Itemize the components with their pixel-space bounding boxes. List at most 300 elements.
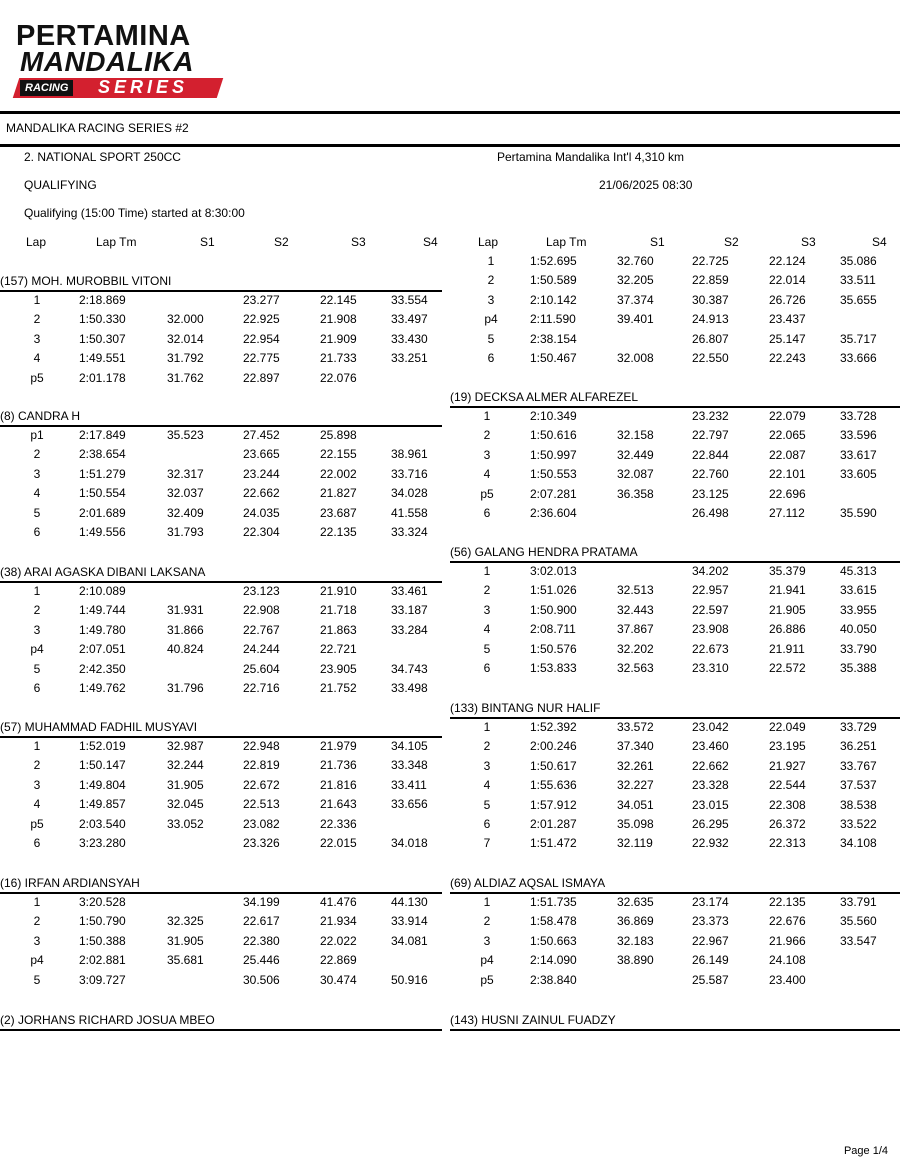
sector-2: 24.035 bbox=[243, 505, 280, 520]
lap-row bbox=[0, 506, 900, 525]
sector-1: 31.905 bbox=[167, 777, 204, 792]
lap-time: 1:49.762 bbox=[79, 681, 126, 695]
sector-2: 22.725 bbox=[692, 254, 729, 268]
sector-3: 21.927 bbox=[769, 758, 806, 773]
sector-2: 22.925 bbox=[243, 312, 280, 327]
sector-1: 31.762 bbox=[167, 370, 204, 385]
lap-row bbox=[0, 778, 900, 797]
sector-2: 25.604 bbox=[243, 661, 280, 676]
lap-time: 1:51.735 bbox=[530, 895, 577, 909]
rider-name: (38) ARAI AGASKA DIBANI LAKSANA bbox=[0, 565, 206, 579]
lap-number: 7 bbox=[483, 836, 491, 851]
sector-1: 32.635 bbox=[617, 895, 654, 909]
lap-row bbox=[0, 681, 900, 700]
sector-2: 34.199 bbox=[243, 895, 280, 909]
sector-4: 33.767 bbox=[840, 758, 877, 773]
sector-2: 26.498 bbox=[692, 506, 729, 520]
top-rule bbox=[0, 111, 900, 114]
sector-2: 26.295 bbox=[692, 817, 729, 831]
sector-2: 23.908 bbox=[692, 622, 729, 637]
sector-2: 22.954 bbox=[243, 331, 280, 346]
lap-number: 6 bbox=[483, 506, 491, 520]
sector-4: 33.596 bbox=[840, 428, 877, 443]
sector-2: 23.310 bbox=[692, 661, 729, 675]
lap-time: 1:50.900 bbox=[530, 602, 577, 617]
lap-time: 1:50.554 bbox=[79, 486, 126, 501]
lap-number: 4 bbox=[33, 797, 41, 812]
sector-4: 33.522 bbox=[840, 817, 877, 831]
sector-3: 22.079 bbox=[769, 409, 806, 423]
sector-3: 22.065 bbox=[769, 428, 806, 443]
sector-2: 22.716 bbox=[243, 681, 280, 695]
logo-line1: PERTAMINA bbox=[16, 20, 191, 52]
sector-2: 22.513 bbox=[243, 797, 280, 812]
lap-time: 2:10.142 bbox=[530, 292, 577, 307]
lap-time: 1:50.616 bbox=[530, 428, 577, 443]
lap-number: 2 bbox=[33, 914, 41, 929]
sector-4: 33.511 bbox=[840, 273, 876, 288]
sector-1: 32.119 bbox=[617, 836, 653, 851]
sector-4: 33.461 bbox=[391, 584, 428, 598]
sector-1: 36.869 bbox=[617, 914, 654, 929]
sector-3: 21.863 bbox=[320, 622, 357, 637]
sector-1: 32.325 bbox=[167, 914, 204, 929]
lap-number: 1 bbox=[33, 739, 41, 753]
sector-1: 37.340 bbox=[617, 739, 654, 754]
lap-number: p4 bbox=[30, 642, 44, 657]
sector-4: 33.615 bbox=[840, 583, 877, 598]
lap-number: 1 bbox=[483, 409, 491, 423]
lap-number: 4 bbox=[483, 622, 491, 637]
sector-2: 22.380 bbox=[243, 933, 280, 948]
sector-3: 22.049 bbox=[769, 720, 806, 734]
lap-time: 1:50.790 bbox=[79, 914, 126, 929]
rider-rule bbox=[450, 1029, 900, 1031]
lap-number: 2 bbox=[33, 758, 41, 773]
col-laptm-left: Lap Tm bbox=[96, 235, 137, 249]
sector-3: 22.313 bbox=[769, 836, 806, 851]
sector-2: 24.244 bbox=[243, 642, 280, 657]
sector-3: 22.243 bbox=[769, 351, 806, 365]
lap-number: p5 bbox=[30, 816, 44, 831]
sector-3: 22.014 bbox=[769, 273, 806, 288]
sector-4: 34.108 bbox=[840, 836, 877, 851]
sector-1: 31.931 bbox=[167, 603, 204, 618]
lap-number: 2 bbox=[483, 583, 491, 598]
lap-number: 2 bbox=[33, 312, 41, 327]
sector-2: 23.015 bbox=[692, 797, 729, 812]
sector-2: 23.082 bbox=[243, 816, 280, 831]
lap-number: 3 bbox=[33, 933, 41, 948]
sector-3: 22.015 bbox=[320, 836, 357, 850]
lap-time: 2:36.604 bbox=[530, 506, 577, 520]
sector-3: 21.910 bbox=[320, 584, 357, 598]
lap-number: 4 bbox=[33, 486, 41, 501]
sector-1: 32.987 bbox=[167, 739, 204, 753]
sector-2: 23.328 bbox=[692, 778, 729, 793]
page-number: Page 1/4 bbox=[843, 1145, 888, 1157]
sector-2: 22.550 bbox=[692, 351, 729, 365]
sector-4: 35.388 bbox=[840, 661, 877, 675]
rider-name: (143) HUSNI ZAINUL FUADZY bbox=[450, 1013, 616, 1027]
sector-2: 22.617 bbox=[243, 914, 280, 929]
sector-1: 33.052 bbox=[167, 816, 204, 831]
sector-3: 22.721 bbox=[320, 642, 357, 657]
sector-3: 21.934 bbox=[320, 914, 357, 929]
lap-row bbox=[0, 428, 900, 447]
sector-4: 38.538 bbox=[840, 797, 877, 812]
lap-time: 1:52.019 bbox=[79, 739, 126, 753]
sector-3: 21.979 bbox=[320, 739, 357, 753]
sector-1: 38.890 bbox=[617, 953, 654, 968]
lap-time: 1:57.912 bbox=[530, 797, 577, 812]
sector-2: 30.506 bbox=[243, 972, 280, 987]
sector-1: 35.523 bbox=[167, 428, 204, 442]
sector-1: 39.401 bbox=[617, 312, 654, 327]
sector-3: 23.195 bbox=[769, 739, 806, 754]
lap-row bbox=[0, 642, 900, 661]
sector-1: 32.513 bbox=[617, 583, 654, 598]
sector-4: 37.537 bbox=[840, 778, 877, 793]
sector-2: 23.460 bbox=[692, 739, 729, 754]
sector-3: 22.336 bbox=[320, 816, 357, 831]
logo-racing: RACING bbox=[20, 80, 73, 96]
lap-number: 5 bbox=[33, 661, 41, 676]
lap-time: 1:50.330 bbox=[79, 312, 126, 327]
sector-3: 21.816 bbox=[320, 777, 357, 792]
lap-number: 4 bbox=[33, 351, 41, 366]
sector-1: 32.244 bbox=[167, 758, 204, 773]
rider-name: (8) CANDRA H bbox=[0, 409, 81, 423]
sector-3: 23.400 bbox=[769, 972, 806, 987]
lap-row bbox=[0, 759, 900, 778]
lap-time: 2:01.178 bbox=[79, 370, 126, 385]
lap-time: 2:10.089 bbox=[79, 584, 126, 598]
lap-time: 1:51.279 bbox=[79, 466, 126, 481]
session-datetime: 21/06/2025 08:30 bbox=[599, 178, 693, 192]
lap-number: p1 bbox=[30, 428, 44, 442]
sector-1: 34.051 bbox=[617, 797, 654, 812]
lap-number: 5 bbox=[483, 797, 491, 812]
lap-number: 5 bbox=[483, 641, 491, 656]
lap-number: p5 bbox=[480, 486, 494, 501]
sector-2: 34.202 bbox=[692, 564, 729, 578]
lap-number: 3 bbox=[487, 292, 495, 307]
sector-3: 27.112 bbox=[769, 506, 805, 520]
sector-4: 33.791 bbox=[840, 895, 877, 909]
sector-1: 32.158 bbox=[617, 428, 654, 443]
sector-2: 24.913 bbox=[692, 312, 729, 327]
sector-4: 33.411 bbox=[391, 777, 427, 792]
lap-row bbox=[0, 836, 900, 855]
sector-3: 23.905 bbox=[320, 661, 357, 676]
sector-3: 30.474 bbox=[320, 972, 357, 987]
lap-time: 2:07.051 bbox=[79, 642, 126, 657]
sector-2: 22.967 bbox=[692, 933, 729, 948]
lap-number: p4 bbox=[30, 953, 44, 968]
lap-number: 1 bbox=[483, 720, 491, 734]
lap-row bbox=[0, 603, 900, 622]
sector-3: 25.147 bbox=[769, 331, 806, 346]
sector-4: 33.498 bbox=[391, 681, 428, 695]
lap-time: 1:50.576 bbox=[530, 641, 577, 656]
sector-3: 22.124 bbox=[769, 254, 806, 268]
sector-4: 35.655 bbox=[840, 292, 877, 307]
lap-number: 2 bbox=[487, 273, 495, 288]
sector-4: 33.728 bbox=[840, 409, 877, 423]
logo-line2: MANDALIKA bbox=[20, 46, 195, 77]
sector-3: 26.372 bbox=[769, 817, 806, 831]
lap-number: 2 bbox=[33, 447, 41, 462]
lap-number: 3 bbox=[33, 331, 41, 346]
sector-4: 33.497 bbox=[391, 312, 428, 327]
lap-row bbox=[0, 622, 900, 641]
event-rule bbox=[0, 144, 900, 147]
sector-4: 45.313 bbox=[840, 564, 877, 578]
sector-1: 37.867 bbox=[617, 622, 654, 637]
col-s4-left: S4 bbox=[423, 235, 438, 249]
lap-time: 2:38.840 bbox=[530, 972, 577, 987]
sector-3: 21.909 bbox=[320, 331, 357, 346]
sector-2: 22.908 bbox=[243, 603, 280, 618]
lap-time: 2:11.590 bbox=[530, 312, 576, 327]
lap-time: 2:08.711 bbox=[530, 622, 576, 637]
lap-time: 2:38.654 bbox=[79, 447, 126, 462]
lap-time: 1:49.556 bbox=[79, 525, 126, 539]
sector-2: 22.797 bbox=[692, 428, 729, 443]
lap-time: 2:01.287 bbox=[530, 817, 577, 831]
sector-2: 23.665 bbox=[243, 447, 280, 462]
sector-3: 23.687 bbox=[320, 505, 357, 520]
lap-number: 3 bbox=[483, 933, 491, 948]
sector-3: 22.135 bbox=[769, 895, 806, 909]
lap-number: 1 bbox=[483, 895, 491, 909]
sector-4: 33.348 bbox=[391, 758, 428, 773]
lap-number: 1 bbox=[487, 254, 495, 268]
lap-time: 1:50.147 bbox=[79, 758, 126, 773]
rider-rule bbox=[450, 892, 900, 894]
sector-2: 22.948 bbox=[243, 739, 280, 753]
sector-4: 33.656 bbox=[391, 797, 428, 812]
lap-number: 6 bbox=[33, 681, 41, 695]
sector-4: 50.916 bbox=[391, 972, 428, 987]
sector-4: 34.018 bbox=[391, 836, 428, 850]
rider-name: (157) MOH. MUROBBIL VITONI bbox=[0, 274, 172, 288]
sector-4: 33.547 bbox=[840, 933, 877, 948]
sector-1: 32.014 bbox=[167, 331, 204, 346]
lap-number: 4 bbox=[483, 467, 491, 482]
lap-number: p5 bbox=[480, 972, 494, 987]
sector-4: 34.105 bbox=[391, 739, 428, 753]
sector-3: 21.827 bbox=[320, 486, 357, 501]
sector-1: 32.045 bbox=[167, 797, 204, 812]
lap-number: 1 bbox=[33, 293, 41, 307]
sector-4: 33.716 bbox=[391, 466, 428, 481]
lap-number: 3 bbox=[33, 777, 41, 792]
lap-number: 2 bbox=[483, 914, 491, 929]
sector-3: 21.905 bbox=[769, 602, 806, 617]
rider-rule bbox=[450, 561, 900, 563]
track-name: Pertamina Mandalika Int'l 4,310 km bbox=[497, 150, 685, 164]
sector-2: 30.387 bbox=[692, 292, 729, 307]
class-name: 2. NATIONAL SPORT 250CC bbox=[24, 150, 181, 164]
lap-time: 1:53.833 bbox=[530, 661, 577, 675]
lap-time: 1:49.744 bbox=[79, 603, 126, 618]
lap-time: 2:17.849 bbox=[79, 428, 126, 442]
lap-time: 1:50.617 bbox=[530, 758, 577, 773]
sector-1: 32.037 bbox=[167, 486, 204, 501]
lap-number: p4 bbox=[480, 953, 494, 968]
sector-3: 22.135 bbox=[320, 525, 357, 539]
lap-time: 1:49.857 bbox=[79, 797, 126, 812]
sector-3: 21.911 bbox=[769, 641, 805, 656]
lap-row bbox=[0, 273, 900, 292]
lap-number: 6 bbox=[483, 661, 491, 675]
lap-number: 3 bbox=[483, 758, 491, 773]
lap-number: 3 bbox=[483, 602, 491, 617]
rider-name: (69) ALDIAZ AQSAL ISMAYA bbox=[450, 876, 606, 890]
lap-number: 1 bbox=[33, 895, 41, 909]
lap-time: 1:49.804 bbox=[79, 777, 126, 792]
lap-time: 1:50.467 bbox=[530, 351, 577, 365]
col-laptm-right: Lap Tm bbox=[546, 235, 587, 249]
lap-row bbox=[0, 661, 900, 680]
sector-2: 22.673 bbox=[692, 641, 729, 656]
sector-4: 33.251 bbox=[391, 351, 428, 366]
sector-1: 31.792 bbox=[167, 351, 204, 366]
rider-name: (57) MUHAMMAD FADHIL MUSYAVI bbox=[0, 720, 198, 734]
sector-1: 32.449 bbox=[617, 447, 654, 462]
sector-3: 26.726 bbox=[769, 292, 806, 307]
lap-row bbox=[0, 487, 900, 506]
rider-name: (2) JORHANS RICHARD JOSUA MBEO bbox=[0, 1013, 215, 1027]
lap-time: 1:58.478 bbox=[530, 914, 577, 929]
lap-row bbox=[0, 973, 900, 992]
lap-number: 6 bbox=[483, 817, 491, 831]
sector-4: 36.251 bbox=[840, 739, 877, 754]
lap-time: 1:50.997 bbox=[530, 447, 577, 462]
lap-time: 1:51.472 bbox=[530, 836, 577, 851]
col-s3-left: S3 bbox=[351, 235, 366, 249]
lap-time: 3:09.727 bbox=[79, 972, 126, 987]
sector-4: 35.590 bbox=[840, 506, 877, 520]
sector-1: 35.681 bbox=[167, 953, 204, 968]
lap-row bbox=[0, 448, 900, 467]
sector-1: 32.205 bbox=[617, 273, 654, 288]
sector-2: 27.452 bbox=[243, 428, 280, 442]
sector-3: 21.736 bbox=[320, 758, 357, 773]
rider-name: (16) IRFAN ARDIANSYAH bbox=[0, 876, 140, 890]
lap-number: 6 bbox=[487, 351, 495, 365]
sector-2: 22.957 bbox=[692, 583, 729, 598]
lap-row bbox=[0, 525, 900, 544]
sector-1: 32.760 bbox=[617, 254, 654, 268]
lap-number: 4 bbox=[483, 778, 491, 793]
sector-1: 31.905 bbox=[167, 933, 204, 948]
sector-4: 33.666 bbox=[840, 351, 877, 365]
sector-2: 22.932 bbox=[692, 836, 729, 851]
sector-4: 33.605 bbox=[840, 467, 877, 482]
sector-1: 32.317 bbox=[167, 466, 204, 481]
lap-row bbox=[0, 798, 900, 817]
sector-3: 22.076 bbox=[320, 370, 357, 385]
sector-3: 21.718 bbox=[320, 603, 357, 618]
sector-1: 32.227 bbox=[617, 778, 654, 793]
lap-time: 2:02.881 bbox=[79, 953, 126, 968]
lap-row bbox=[0, 371, 900, 390]
sector-1: 31.866 bbox=[167, 622, 204, 637]
col-s1-right: S1 bbox=[650, 235, 665, 249]
sector-2: 23.232 bbox=[692, 409, 729, 423]
lap-time: 1:50.388 bbox=[79, 933, 126, 948]
lap-time: 1:50.663 bbox=[530, 933, 577, 948]
sector-3: 22.308 bbox=[769, 797, 806, 812]
sector-3: 22.145 bbox=[320, 293, 357, 307]
sector-4: 34.081 bbox=[391, 933, 428, 948]
sector-3: 21.966 bbox=[769, 933, 806, 948]
lap-time: 2:10.349 bbox=[530, 409, 577, 423]
sector-2: 23.244 bbox=[243, 466, 280, 481]
sector-1: 32.409 bbox=[167, 505, 204, 520]
lap-row bbox=[0, 953, 900, 972]
sector-4: 40.050 bbox=[840, 622, 877, 637]
sector-2: 26.149 bbox=[692, 953, 729, 968]
lap-time: 1:52.695 bbox=[530, 254, 577, 268]
sector-1: 40.824 bbox=[167, 642, 204, 657]
lap-row bbox=[0, 739, 900, 758]
sector-2: 23.042 bbox=[692, 720, 729, 734]
lap-time: 2:03.540 bbox=[79, 816, 126, 831]
sector-2: 23.123 bbox=[243, 584, 280, 598]
sector-2: 25.446 bbox=[243, 953, 280, 968]
sector-2: 22.662 bbox=[692, 758, 729, 773]
lap-row bbox=[0, 720, 900, 739]
lap-number: 3 bbox=[33, 466, 41, 481]
lap-number: p5 bbox=[30, 370, 44, 385]
col-s2-right: S2 bbox=[724, 235, 739, 249]
lap-time: 1:49.551 bbox=[79, 351, 126, 366]
sector-4: 33.914 bbox=[391, 914, 428, 929]
lap-number: 6 bbox=[33, 525, 41, 539]
sector-2: 22.844 bbox=[692, 447, 729, 462]
sector-4: 35.086 bbox=[840, 254, 877, 268]
lap-time: 3:02.013 bbox=[530, 564, 577, 578]
sector-3: 22.101 bbox=[769, 467, 806, 482]
sector-1: 32.443 bbox=[617, 602, 654, 617]
col-s4-right: S4 bbox=[872, 235, 887, 249]
lap-time: 3:23.280 bbox=[79, 836, 126, 850]
sector-2: 23.174 bbox=[692, 895, 729, 909]
sector-4: 33.955 bbox=[840, 602, 877, 617]
sector-2: 22.760 bbox=[692, 467, 729, 482]
sector-4: 33.617 bbox=[840, 447, 877, 462]
lap-row bbox=[0, 293, 900, 312]
lap-number: 2 bbox=[483, 428, 491, 443]
sector-4: 34.743 bbox=[391, 661, 428, 676]
sector-2: 25.587 bbox=[692, 972, 729, 987]
sector-3: 21.908 bbox=[320, 312, 357, 327]
lap-time: 2:38.154 bbox=[530, 331, 577, 346]
lap-time: 2:14.090 bbox=[530, 953, 577, 968]
sector-3: 22.002 bbox=[320, 466, 357, 481]
col-s2-left: S2 bbox=[274, 235, 289, 249]
sector-2: 26.807 bbox=[692, 331, 729, 346]
lap-time: 1:52.392 bbox=[530, 720, 577, 734]
sector-4: 34.028 bbox=[391, 486, 428, 501]
sector-3: 22.572 bbox=[769, 661, 806, 675]
lap-row bbox=[0, 351, 900, 370]
sector-3: 22.087 bbox=[769, 447, 806, 462]
